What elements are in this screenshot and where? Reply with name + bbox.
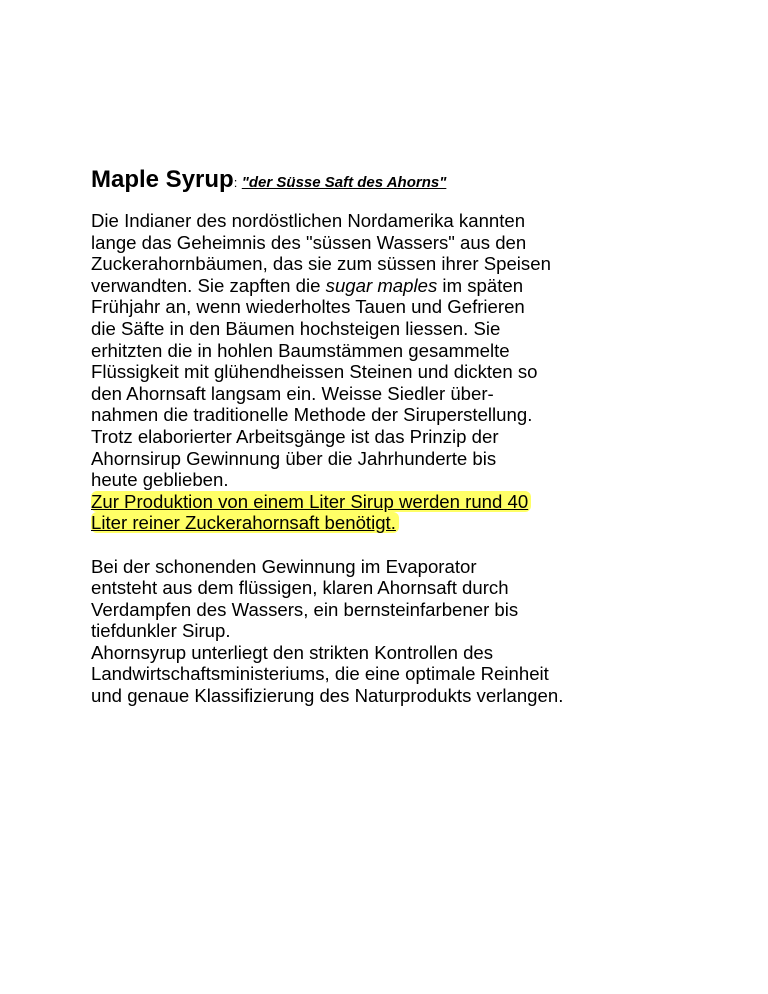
text-line: heute geblieben. (91, 469, 229, 491)
text-segment: verwandten. Sie zapften die (91, 274, 326, 296)
text-line: Landwirtschaftsministeriums, die eine optimale Reinheit (91, 663, 549, 685)
italic-term-sugar-maples: sugar maples (325, 274, 438, 296)
text-line: erhitzten die in hohlen Baumstämmen gesammelte (91, 339, 510, 361)
text-line: die Säfte in den Bäumen hochsteigen liessen. Sie (91, 317, 501, 339)
text-line: den Ahornsaft langsam ein. Weisse Siedler über- (91, 382, 494, 404)
paragraph-production (91, 556, 731, 707)
document-heading (91, 166, 731, 197)
text-line: und genaue Klassifizierung des Naturprodukts verlangen. (91, 685, 564, 707)
text-line: tiefdunkler Sirup. (91, 620, 231, 642)
heading-subtitle: "der Süsse Saft des Ahorns" (241, 174, 447, 191)
text-line: Trotz elaborierter Arbeitsgänge ist das Prinzip der (91, 425, 499, 447)
text-line: Flüssigkeit mit glühendheissen Steinen und dickten so (91, 361, 538, 383)
text-line: Bei der schonenden Gewinnung im Evaporator (91, 555, 477, 577)
document-page (91, 166, 731, 707)
highlighted-text: Zur Produktion von einem Liter Sirup werden rund 40 (91, 491, 531, 512)
highlighted-text: Liter reiner Zuckerahornsaft benötigt. (91, 512, 399, 533)
text-line: Frühjahr an, wenn wiederholtes Tauen und Gefrieren (91, 296, 525, 318)
text-segment: im späten (437, 274, 524, 296)
text-line: Zuckerahornbäumen, das sie zum süssen ihrer Speisen (91, 253, 551, 275)
text-line: lange das Geheimnis des "süssen Wassers" aus den (91, 231, 527, 253)
text-line: nahmen die traditionelle Methode der Siruperstellung. (91, 404, 533, 426)
text-line: Ahornsyrup unterliegt den strikten Kontrollen des (91, 641, 494, 663)
text-line: entsteht aus dem flüssigen, klaren Ahornsaft durch (91, 577, 509, 599)
highlighted-line (91, 512, 731, 534)
text-line: Verdampfen des Wassers, ein bernsteinfarbener bis (91, 598, 519, 620)
paragraph-history (91, 210, 731, 534)
text-line: Die Indianer des nordöstlichen Nordamerika kannten (91, 210, 526, 231)
text-line: Ahornsirup Gewinnung über die Jahrhunderte bis (91, 447, 497, 469)
heading-colon: : (233, 175, 238, 190)
text-line-with-italic (91, 275, 731, 297)
paragraph-spacer (91, 534, 731, 556)
highlighted-line (91, 491, 731, 513)
heading-title: Maple Syrup (91, 166, 234, 193)
